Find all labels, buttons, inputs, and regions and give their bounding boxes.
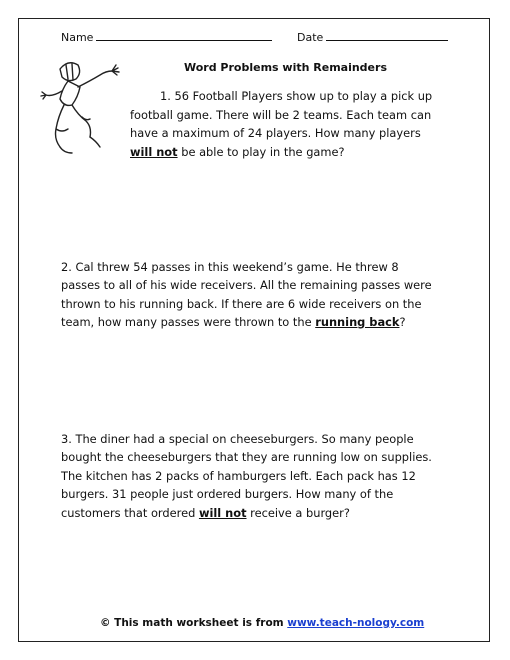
footer — [100, 617, 424, 629]
date-field — [297, 30, 448, 44]
problem-1-line-1: 1. 56 Football Players show up to play a pick up — [160, 89, 433, 103]
problem-1-emphasis: will not — [130, 145, 178, 159]
problem-3-line-2: bought the cheeseburgers that they are running low on supplies. — [61, 450, 432, 464]
problem-2-line-3: thrown to his running back. If there are 6 wide receivers on the — [61, 297, 422, 311]
date-label: Date — [297, 31, 324, 44]
problem-1-line-4 — [130, 143, 345, 162]
problem-3-line-5-pre: customers that ordered — [61, 506, 199, 520]
name-label: Name — [61, 31, 94, 44]
problem-3-line-4: burgers. 31 people just ordered burgers. How many of the — [61, 487, 394, 501]
footer-link[interactable]: www.teach-nology.com — [287, 617, 425, 629]
problem-2-line-4 — [61, 313, 406, 332]
footer-text: © This math worksheet is from — [100, 617, 288, 629]
problem-1-line-3: have a maximum of 24 players. How many players — [130, 126, 421, 140]
name-line — [96, 30, 272, 41]
date-line — [326, 30, 448, 41]
name-field — [61, 30, 272, 44]
problem-3-line-5 — [61, 504, 350, 523]
problem-2-emphasis: running back — [315, 315, 400, 329]
worksheet-title: Word Problems with Remainders — [184, 61, 387, 74]
problem-2-line-2: passes to all of his wide receivers. All the remaining passes were — [61, 278, 432, 292]
problem-3-line-3: The kitchen has 2 packs of hamburgers left. Each pack has 12 — [61, 469, 416, 483]
problem-2-line-1: 2. Cal threw 54 passes in this weekend’s game. He threw 8 — [61, 260, 399, 274]
problem-3-line-1: 3. The diner had a special on cheeseburgers. So many people — [61, 432, 414, 446]
problem-2-line-4-post: ? — [399, 315, 406, 329]
problem-3-emphasis: will not — [198, 506, 247, 520]
football-player-icon — [38, 55, 138, 165]
problem-3-line-5-post: receive a burger? — [246, 506, 350, 520]
problem-2-line-4-pre: team, how many passes were thrown to the — [61, 315, 316, 329]
problem-1-line-2: football game. There will be 2 teams. Each team can — [130, 108, 432, 122]
problem-1-line-4-rest: be able to play in the game? — [177, 145, 345, 159]
